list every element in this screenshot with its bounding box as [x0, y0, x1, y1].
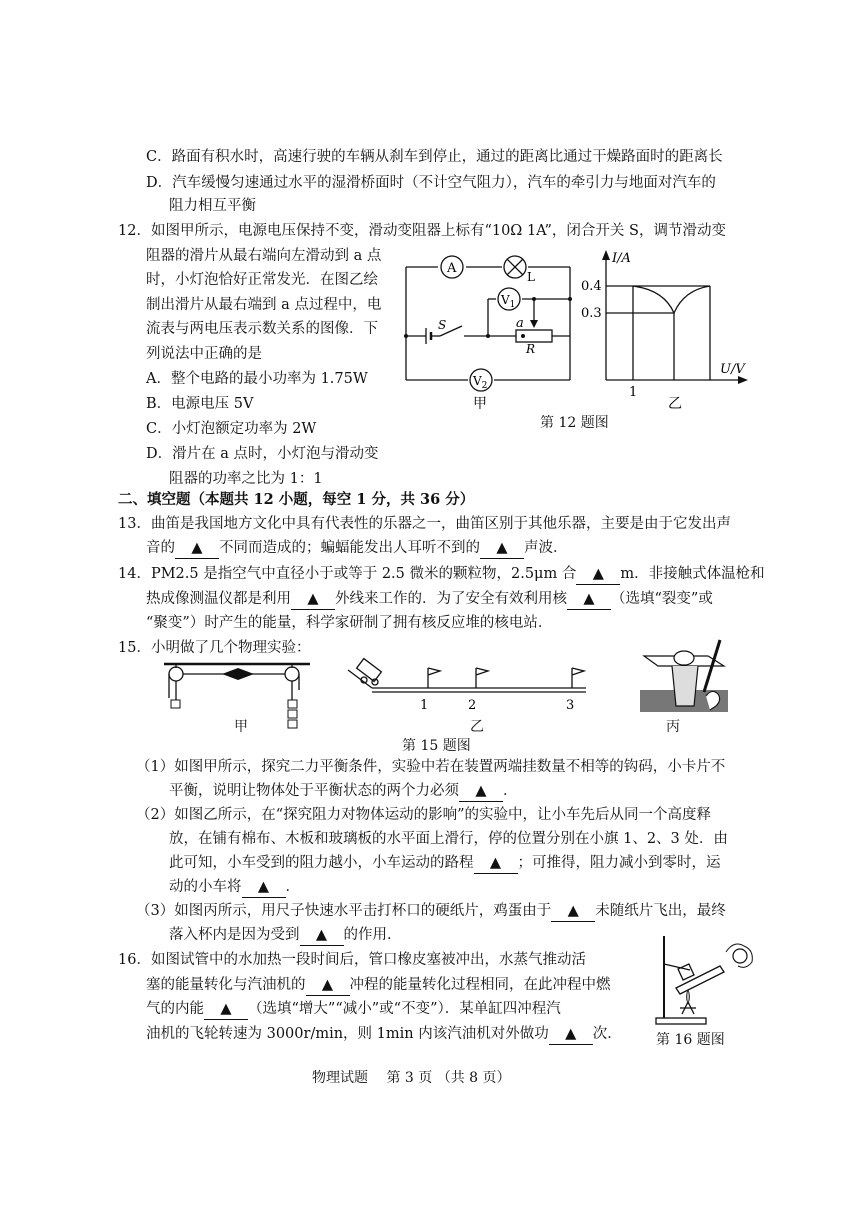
q12-stem-line1: 12．如图甲所示，电源电压保持不变，滑动变阻器上标有“10Ω 1A”，闭合开关 S，调节滑动变 [118, 223, 726, 239]
q15-part3-line1: （3）如图丙所示，用尺子快速水平击打杯口的硬纸片，鸡蛋由于 ▲ 未随纸片飞出，最终 [136, 901, 726, 922]
page-footer: 物理试题 第 3 页 （共 8 页） [312, 1070, 511, 1086]
q16-figure [650, 930, 760, 1028]
q15-part1-line1: （1）如图甲所示，探究二力平衡条件，实验中若在装置两端挂数量不相等的钩码，小卡片不 [136, 759, 726, 775]
q15-part1-line2: 平衡，说明让物体处于平衡状态的两个力必须 ▲ ． [169, 781, 518, 802]
q13-line2: 音的 ▲ 不同而造成的；蝙蝠能发出人耳听不到的 ▲ 声波． [146, 538, 568, 559]
q12-option-d-line1: D．滑片在 a 点时，小灯泡与滑动变 [146, 446, 379, 462]
q11-option-c: C．路面有积水时，高速行驶的车辆从刹车到停止，通过的距离比通过干燥路面时的距离长 [146, 149, 723, 165]
section-2-heading: 二、填空题（本题共 12 小题，每空 1 分，共 36 分） [118, 491, 475, 508]
q13-line1: 13．曲笛是我国地方文化中具有代表性的乐器之一，曲笛区别于其他乐器，主要是由于它发出声 [118, 516, 731, 532]
q16-blank-1[interactable]: ▲ [306, 975, 350, 996]
q15-figure-caption: 第 15 题图 [402, 738, 471, 754]
q16-blank-3[interactable]: ▲ [549, 1024, 593, 1045]
flag-3-label: 3 [566, 698, 575, 713]
q15-blank-3[interactable]: ▲ [242, 877, 286, 898]
q15-part2-line4: 动的小车将 ▲ ． [169, 877, 300, 898]
q15-blank-4[interactable]: ▲ [551, 901, 595, 922]
q15-caption-bing: 丙 [666, 719, 680, 735]
voltmeter1-label: $V_1$ [501, 293, 516, 310]
q12-option-d-line2: 阻器的功率之比为 1：1 [169, 471, 323, 487]
q15-part2-line3: 此可知，小车受到的阻力越小，小车运动的路程 ▲ ；可推得，阻力减小到零时，运 [169, 853, 721, 874]
q12-stem-line3: 时，小灯泡恰好正常发光．在图乙绘 [146, 272, 378, 288]
q15-caption-jia: 甲 [234, 719, 248, 735]
q13-blank-1[interactable]: ▲ [175, 538, 219, 559]
q12-iu-graph [578, 248, 758, 414]
q16-line2: 塞的能量转化与汽油机的 ▲ 冲程的能量转化过程相同，在此冲程中燃 [146, 975, 611, 996]
q14-line1: 14．PM2.5 是指空气中直径小于或等于 2.5 微米的颗粒物，2.5μm 合 ▲ m．非接触式体温枪和 [118, 564, 765, 585]
q16-figure-caption: 第 16 题图 [656, 1032, 725, 1048]
graph-tick-1: 1 [629, 385, 638, 400]
q14-blank-1[interactable]: ▲ [576, 564, 620, 585]
q12-option-c: C．小灯泡额定功率为 2W [146, 421, 317, 437]
rheostat-label: R [526, 342, 536, 356]
graph-y-axis-label: I/A [612, 251, 631, 266]
q16-line1: 16．如图试管中的水加热一段时间后，管口橡皮塞被冲出，水蒸气推动活 [118, 952, 586, 968]
voltmeter2-label: $V_2$ [473, 374, 488, 391]
lamp-label: L [527, 270, 535, 284]
q12-stem-line4: 制出滑片从最右端到 a 点过程中，电 [146, 297, 382, 313]
q15-part3-line2: 落入杯内是因为受到 ▲ 的作用． [169, 925, 402, 946]
graph-tick-0.3: 0.3 [581, 306, 602, 321]
switch-label: S [438, 318, 447, 332]
q15-blank-1[interactable]: ▲ [459, 781, 503, 802]
q15-line1: 15．小明做了几个物理实验： [118, 640, 311, 656]
slider-point-label: a [516, 316, 524, 331]
q14-blank-3[interactable]: ▲ [567, 589, 611, 610]
q12-stem-line2: 阻器的滑片从最右端向左滑动到 a 点 [146, 248, 382, 264]
q15-blank-2[interactable]: ▲ [474, 853, 518, 874]
flag-1-label: 1 [420, 698, 429, 713]
q12-figure-caption: 第 12 题图 [540, 415, 609, 431]
q14-line2: 热成像测温仪都是利用 ▲ 外线来工作的．为了安全有效利用核 ▲ （选填“裂变”或 [146, 589, 713, 610]
ammeter-label: A [447, 261, 457, 276]
q15-blank-5[interactable]: ▲ [300, 925, 344, 946]
q12-circuit-diagram [398, 248, 578, 414]
graph-caption-yi: 乙 [668, 396, 682, 412]
q15-figure-yi [342, 656, 598, 716]
q12-option-a: A．整个电路的最小功率为 1.75W [146, 371, 368, 387]
q16-blank-2[interactable]: ▲ [204, 999, 248, 1020]
q15-part2-line1: （2）如图乙所示，在“探究阻力对物体运动的影响”的实验中，让小车先后从同一个高度释 [136, 807, 712, 823]
q11-option-d-line1: D．汽车缓慢匀速通过水平的湿滑桥面时（不计空气阻力），汽车的牵引力与地面对汽车的 [146, 175, 716, 191]
q15-caption-yi: 乙 [470, 719, 484, 735]
q15-figure-bing [636, 636, 732, 716]
q14-line3: “聚变”）时产生的能量，科学家研制了拥有核反应堆的核电站． [146, 615, 553, 631]
graph-x-axis-label: U/V [720, 362, 745, 377]
q13-blank-2[interactable]: ▲ [480, 538, 524, 559]
q12-stem-line6: 列说法中正确的是 [146, 346, 262, 362]
graph-tick-0.4: 0.4 [581, 279, 602, 294]
q16-line3: 气的内能 ▲ （选填“增大”“减小”或“不变”）．某单缸四冲程汽 [146, 999, 561, 1020]
flag-2-label: 2 [468, 698, 477, 713]
q15-part2-line2: 放，在铺有棉布、木板和玻璃板的水平面上滑行，停的位置分别在小旗 1、2、3 处．由 [169, 831, 728, 847]
q14-blank-2[interactable]: ▲ [291, 589, 335, 610]
circuit-caption-jia: 甲 [473, 396, 487, 412]
q12-stem-line5: 流表与两电压表示数关系的图像．下 [146, 321, 378, 337]
q16-line4: 油机的飞轮转速为 3000r/min，则 1min 内该汽油机对外做功 ▲ 次． [146, 1024, 622, 1045]
q12-option-b: B．电源电压 5V [146, 396, 254, 412]
q11-option-d-line2: 阻力相互平衡 [169, 198, 256, 214]
